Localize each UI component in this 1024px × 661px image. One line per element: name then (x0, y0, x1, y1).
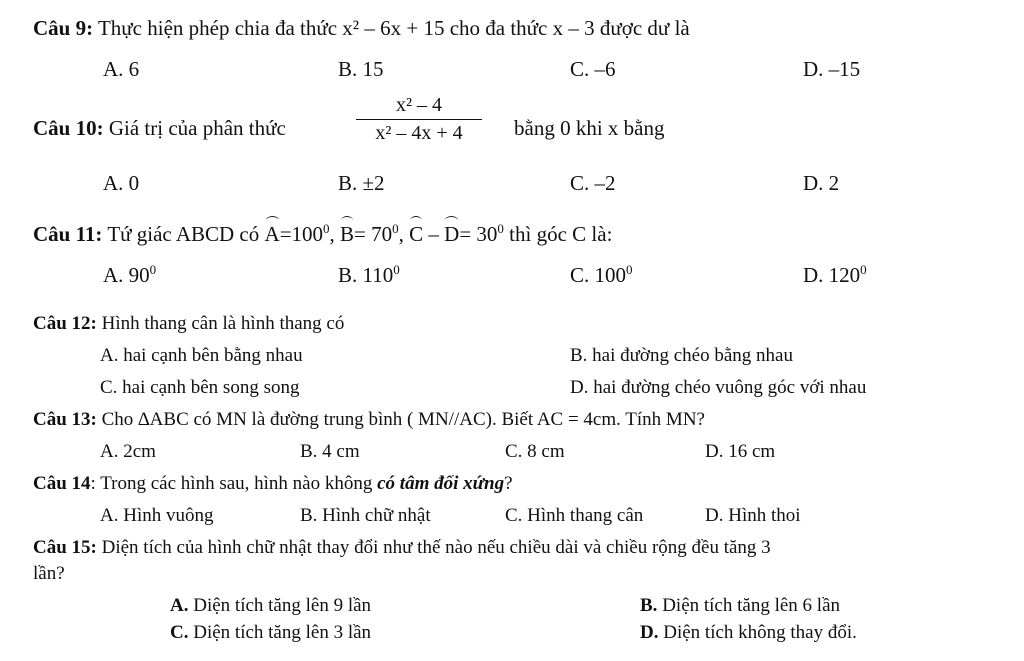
q13-option-a: A. 2cm (100, 441, 156, 462)
q15-option-d-text: Diện tích không thay đổi. (663, 622, 857, 643)
q11-angle-b-value: = 70 (354, 222, 393, 246)
q15-stem-line1 (33, 537, 771, 559)
q10-option-c: C. –2 (570, 171, 616, 195)
q9-option-b: B. 15 (338, 57, 384, 81)
q15-option-a-text: Diện tích tăng lên 9 lần (193, 595, 372, 616)
q11-option-a-text: A. 90 (103, 263, 150, 287)
q11-option-b-text: B. 110 (338, 263, 394, 287)
q10-text-before: Giá trị của phân thức (108, 116, 286, 140)
q13-option-c: C. 8 cm (505, 441, 565, 462)
q9-stem (33, 16, 690, 41)
q15-option-b-text: Diện tích tăng lên 6 lần (662, 595, 840, 616)
q13-stem (33, 409, 705, 431)
q10-text-after: bằng 0 khi x bằng (514, 116, 665, 140)
q11-stem: Câu 11: Tứ giác ABCD có $A=100^0$, $B= 70^0$, $C - D= 30^0$ thì góc C là: (33, 221, 613, 246)
q11-option-b (338, 263, 400, 288)
q13-option-d: D. 16 cm (705, 441, 776, 462)
q11-angle-c: C (409, 222, 424, 246)
q11-label: Câu 11: (33, 222, 103, 246)
q15-option-a (170, 595, 371, 617)
q10-option-b: B. ±2 (338, 171, 385, 195)
q11-degree-a: 0 (323, 221, 330, 236)
q11-minus: – (428, 222, 439, 246)
q11-degree-b: 0 (392, 221, 399, 236)
q12-option-c: C. hai cạnh bên song song (100, 377, 300, 398)
q12-option-d: D. hai đường chéo vuông góc với nhau (570, 377, 867, 398)
q11-option-d-text: D. 120 (803, 263, 861, 287)
q11-option-d (803, 263, 867, 288)
q15-label: Câu 15: (33, 537, 97, 558)
q15-text-line1: Diện tích của hình chữ nhật thay đổi như thế nào nếu chiều dài và chiều rộng đều tăng 3 (101, 537, 771, 558)
q11-option-d-degree: 0 (860, 262, 867, 277)
q10-fraction-numerator: x² – 4 (396, 94, 442, 116)
q11-angle-a-value: =100 (279, 222, 324, 246)
q15-option-b-letter: B. (640, 595, 658, 616)
q11-option-c-degree: 0 (626, 262, 633, 277)
q15-option-d (640, 622, 857, 644)
q11-text-before: Tứ giác ABCD có (107, 222, 260, 246)
q9-label: Câu 9: (33, 16, 94, 40)
q11-option-c (570, 263, 633, 288)
q15-option-a-letter: A. (170, 595, 189, 616)
q11-degree-cd: 0 (497, 221, 504, 236)
q14-stem (33, 473, 513, 495)
q14-label: Câu 14 (33, 473, 91, 494)
q12-text: Hình thang cân là hình thang có (101, 313, 345, 334)
q15-option-b (640, 595, 840, 617)
q14-option-c: C. Hình thang cân (505, 505, 644, 526)
q12-label: Câu 12: (33, 313, 97, 334)
q11-option-b-degree: 0 (393, 262, 400, 277)
q12-stem (33, 313, 344, 335)
q13-text: Cho ∆ABC có MN là đường trung bình ( MN//AC). Biết AC = 4cm. Tính MN? (101, 409, 705, 430)
q13-label: Câu 13: (33, 409, 97, 430)
q11-option-a (103, 263, 156, 288)
q14-text-after: ? (504, 473, 513, 494)
q10-option-a: A. 0 (103, 171, 140, 195)
q11-option-a-degree: 0 (149, 262, 157, 277)
q11-angle-b: B (340, 222, 355, 246)
q13-option-b: B. 4 cm (300, 441, 360, 462)
q9-option-d: D. –15 (803, 57, 861, 81)
q15-stem-line2: lần? (33, 563, 65, 584)
q14-option-d: D. Hình thoi (705, 505, 801, 526)
q11-text-after: thì góc C là: (509, 222, 613, 246)
q9-text: Thực hiện phép chia đa thức x² – 6x + 15 cho đa thức x – 3 được dư là (97, 16, 690, 40)
q14-option-b: B. Hình chữ nhật (300, 505, 431, 526)
q10-fraction-denominator: x² – 4x + 4 (375, 122, 463, 144)
q15-option-c-letter: C. (170, 622, 189, 643)
q12-option-a: A. hai cạnh bên bằng nhau (100, 345, 303, 366)
q10-option-d: D. 2 (803, 171, 840, 195)
q15-option-c-text: Diện tích tăng lên 3 lần (193, 622, 372, 643)
q14-emphasis: có tâm đối xứng (377, 473, 505, 494)
q14-text-before: : Trong các hình sau, hình nào không (90, 473, 373, 494)
q15-option-c (170, 622, 371, 644)
q10-stem-before (33, 116, 286, 141)
q11-angle-a: A (264, 222, 280, 246)
q14-option-a: A. Hình vuông (100, 505, 214, 526)
q11-angle-cd-value: = 30 (459, 222, 498, 246)
q10-fraction-bar (356, 119, 482, 120)
q10-fraction (356, 94, 482, 145)
q10-label: Câu 10: (33, 116, 104, 140)
q11-option-c-text: C. 100 (570, 263, 627, 287)
q11-angle-d: D (444, 222, 460, 246)
q12-option-b: B. hai đường chéo bằng nhau (570, 345, 793, 366)
q9-option-c: C. –6 (570, 57, 616, 81)
q15-option-d-letter: D. (640, 622, 659, 643)
q9-option-a: A. 6 (103, 57, 140, 81)
